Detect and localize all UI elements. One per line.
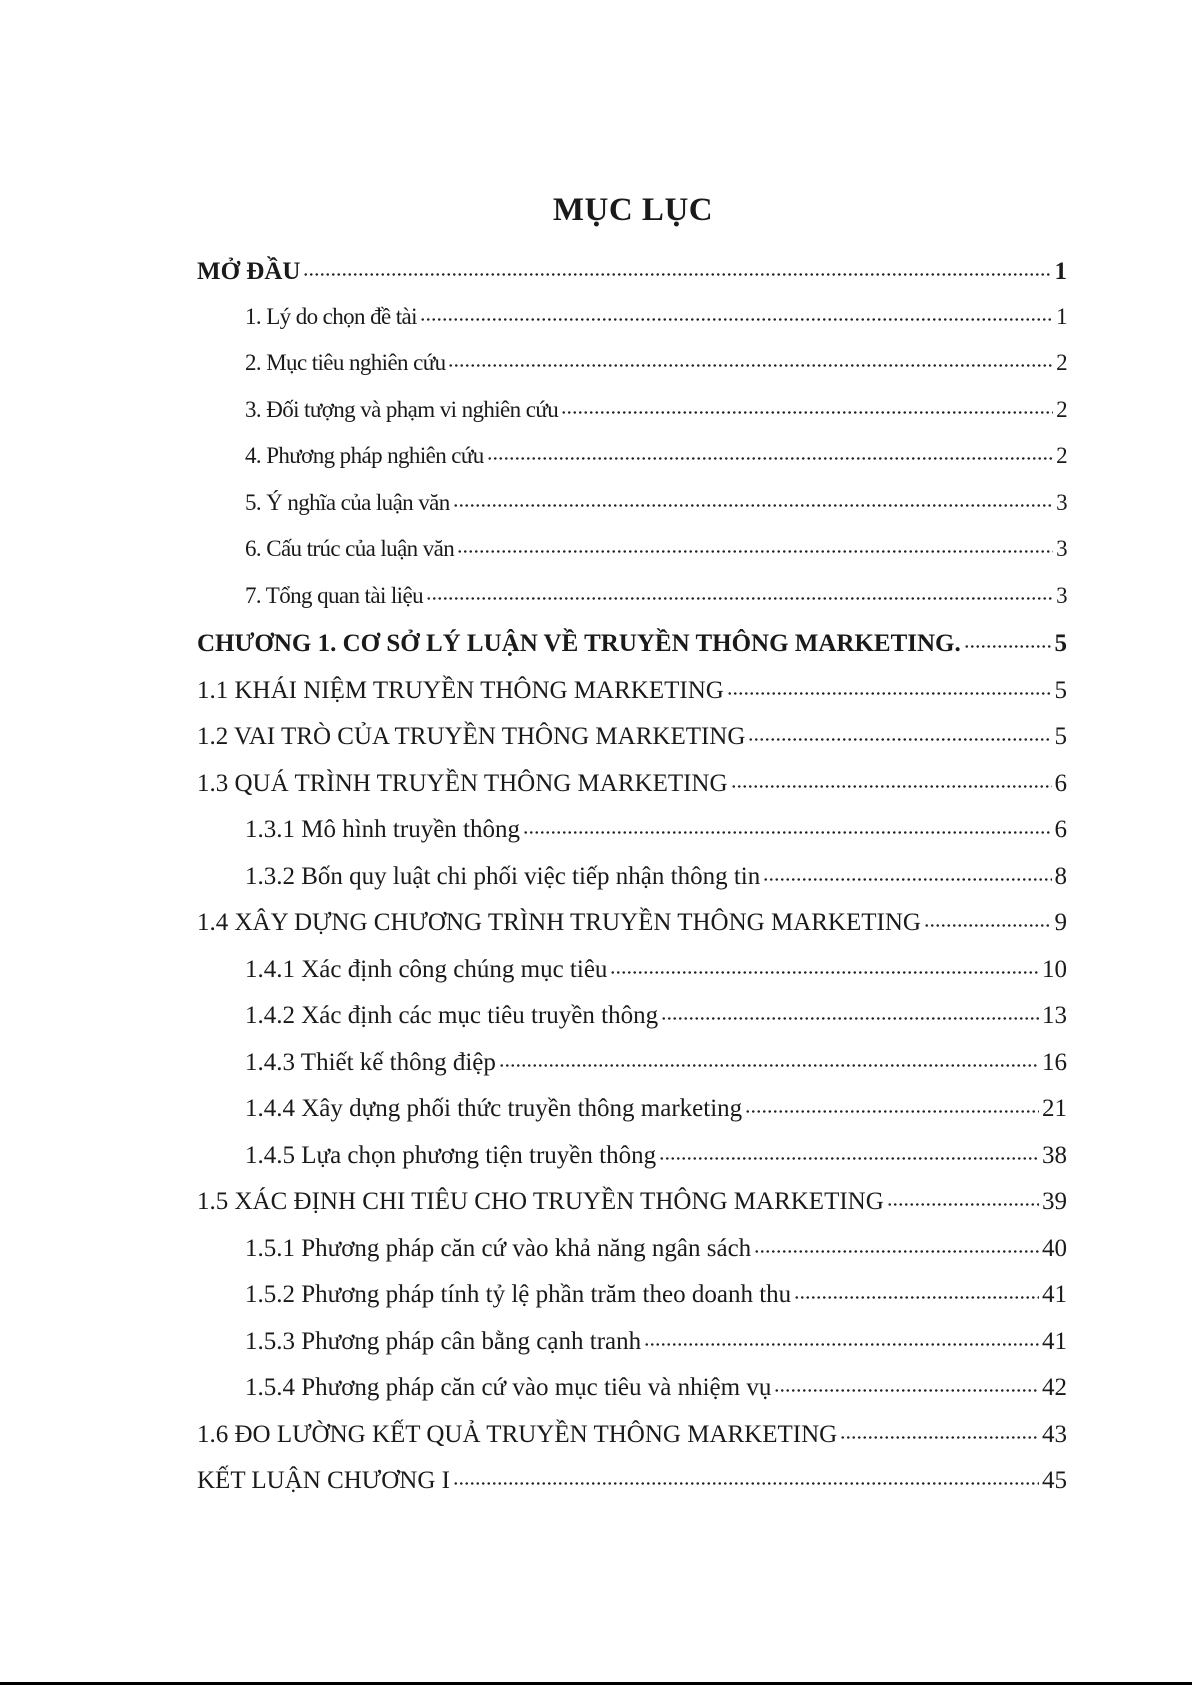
toc-entry-label: 1.4 XÂY DỰNG CHƯƠNG TRÌNH TRUYỀN THÔNG MARKETING — [197, 909, 921, 936]
toc-entry-page-number: 41 — [1042, 1327, 1067, 1355]
toc-entry-page-number: 6 — [1054, 816, 1067, 843]
toc-entry — [197, 1231, 1067, 1278]
dot-leader — [561, 394, 1053, 415]
dot-leader — [794, 1277, 1039, 1300]
toc-entry-page-number: 2 — [1056, 350, 1067, 375]
dot-leader — [774, 1370, 1039, 1393]
toc-entry — [197, 1370, 1067, 1417]
dot-leader — [745, 1091, 1039, 1114]
toc-entry-label: 1.6 ĐO LƯỜNG KẾT QUẢ TRUYỀN THÔNG MARKETING — [197, 1420, 838, 1448]
toc-entry — [197, 1045, 1067, 1092]
toc-entry-label: 5. Ý nghĩa của luận văn — [245, 489, 450, 515]
toc-entry-page-number: 6 — [1054, 769, 1067, 797]
toc-entry-page-number: 2 — [1056, 396, 1067, 422]
toc-entry-page-number: 2 — [1056, 443, 1067, 468]
toc-entry-label: 1.4.1 Xác định công chúng mục tiêu — [245, 955, 608, 983]
dot-leader — [448, 347, 1053, 368]
toc-entry-page-number: 3 — [1056, 489, 1067, 515]
toc-entry-label: 3. Đối tượng và phạm vi nghiên cứu — [245, 396, 559, 422]
toc-entry-label: 1.1 KHÁI NIỆM TRUYỀN THÔNG MARKETING — [197, 676, 724, 704]
toc-entry-label: 1.3 QUÁ TRÌNH TRUYỀN THÔNG MARKETING — [197, 769, 728, 797]
dot-leader — [457, 533, 1053, 554]
dot-leader — [453, 1463, 1039, 1486]
toc-entry-label: 6. Cấu trúc của luận văn — [245, 536, 455, 561]
toc-entry — [197, 440, 1067, 487]
toc-entry-page-number: 5 — [1054, 630, 1067, 657]
dot-leader — [887, 1184, 1039, 1207]
toc-entry — [197, 1277, 1067, 1324]
toc-entry-label: CHƯƠNG 1. CƠ SỞ LÝ LUẬN VỀ TRUYỀN THÔNG MARKETING. — [197, 630, 961, 657]
dot-leader — [303, 254, 1051, 277]
toc-entry-label: MỞ ĐẦU — [197, 258, 301, 285]
toc-entry — [197, 580, 1067, 627]
dot-leader — [644, 1324, 1039, 1347]
toc-entry-page-number: 3 — [1056, 582, 1067, 608]
toc-entry — [197, 1091, 1067, 1138]
toc-entry-page-number: 1 — [1056, 303, 1067, 329]
toc-entry-page-number: 5 — [1054, 723, 1067, 750]
dot-leader — [964, 626, 1052, 649]
toc-entry — [197, 1463, 1067, 1510]
toc-entry-label: 1. Lý do chọn đề tài — [245, 303, 417, 329]
toc-entry — [197, 1417, 1067, 1464]
page-title: MỤC LỤC — [552, 192, 714, 228]
toc-entry — [197, 1324, 1067, 1371]
toc-entry — [197, 394, 1067, 441]
toc-entry-label: 1.5.4 Phương pháp căn cứ vào mục tiêu và nhiệm vụ — [245, 1374, 772, 1401]
toc-entry-page-number: 13 — [1042, 1002, 1067, 1029]
toc-entry-page-number: 3 — [1056, 536, 1067, 561]
toc-entry — [197, 301, 1067, 348]
dot-leader — [659, 1138, 1039, 1161]
toc-entry-page-number: 42 — [1042, 1374, 1067, 1401]
toc-entry-label: 1.5 XÁC ĐỊNH CHI TIÊU CHO TRUYỀN THÔNG MARKETING — [197, 1188, 884, 1215]
toc-entry — [197, 812, 1067, 859]
toc-entry — [197, 1184, 1067, 1231]
toc-entry — [197, 905, 1067, 952]
dot-leader — [754, 1231, 1039, 1254]
toc-entry-page-number: 16 — [1042, 1048, 1067, 1076]
toc-entry-page-number: 21 — [1042, 1095, 1067, 1122]
toc-entry-page-number: 40 — [1042, 1234, 1067, 1262]
toc-entry-page-number: 5 — [1054, 676, 1067, 704]
toc-entry-page-number: 1 — [1054, 258, 1067, 285]
dot-leader — [499, 1045, 1039, 1068]
dot-leader — [661, 998, 1039, 1021]
toc-entry — [197, 952, 1067, 999]
dot-leader — [453, 487, 1053, 508]
toc-entry-page-number: 38 — [1042, 1141, 1067, 1169]
toc-entry-page-number: 43 — [1042, 1420, 1067, 1448]
toc-entry-label: 1.2 VAI TRÒ CỦA TRUYỀN THÔNG MARKETING — [197, 723, 746, 750]
dot-leader — [426, 580, 1053, 601]
toc-entry-page-number: 9 — [1054, 909, 1067, 936]
toc-entry-label: 1.3.2 Bốn quy luật chi phối việc tiếp nhận thông tin — [245, 862, 761, 890]
toc-entry — [197, 673, 1067, 720]
toc-entry — [197, 254, 1067, 301]
toc-entry-label: 1.4.2 Xác định các mục tiêu truyền thông — [245, 1002, 659, 1029]
toc-entry — [197, 766, 1067, 813]
toc-entry-label: 1.5.3 Phương pháp cân bằng cạnh tranh — [245, 1327, 642, 1355]
toc-entry-label: 1.4.4 Xây dựng phối thức truyền thông marketing — [245, 1095, 743, 1122]
dot-leader — [924, 905, 1052, 928]
toc-entry-label: 1.5.2 Phương pháp tính tỷ lệ phần trăm theo doanh thu — [245, 1281, 792, 1308]
dot-leader — [420, 301, 1053, 322]
toc-entry — [197, 347, 1067, 394]
toc-entry — [197, 533, 1067, 580]
dot-leader — [840, 1417, 1039, 1440]
toc-entry-page-number: 41 — [1042, 1281, 1067, 1308]
dot-leader — [731, 766, 1052, 789]
dot-leader — [523, 812, 1052, 835]
toc-entry-label: 1.5.1 Phương pháp căn cứ vào khả năng ngân sách — [245, 1234, 752, 1262]
toc-entry-label: 1.3.1 Mô hình truyền thông — [245, 816, 520, 843]
toc-entry-label: 1.4.5 Lựa chọn phương tiện truyền thông — [245, 1141, 657, 1169]
dot-leader — [748, 719, 1051, 742]
dot-leader — [727, 673, 1052, 696]
dot-leader — [763, 859, 1051, 882]
toc-entry — [197, 487, 1067, 534]
toc-entry-label: 4. Phương pháp nghiên cứu — [245, 443, 484, 468]
toc-entry-page-number: 45 — [1042, 1467, 1067, 1494]
toc-entry-page-number: 39 — [1042, 1188, 1067, 1215]
table-of-contents — [197, 254, 1067, 1510]
dot-leader — [487, 440, 1053, 461]
toc-entry-label: KẾT LUẬN CHƯƠNG I — [197, 1467, 450, 1494]
toc-entry-page-number: 8 — [1054, 862, 1067, 890]
toc-entry-page-number: 10 — [1042, 955, 1067, 983]
toc-entry — [197, 859, 1067, 906]
toc-entry — [197, 998, 1067, 1045]
toc-entry-label: 2. Mục tiêu nghiên cứu — [245, 350, 446, 375]
toc-entry-label: 1.4.3 Thiết kế thông điệp — [245, 1048, 496, 1076]
toc-entry — [197, 626, 1067, 673]
toc-entry — [197, 719, 1067, 766]
toc-entry — [197, 1138, 1067, 1185]
dot-leader — [610, 952, 1039, 975]
toc-entry-label: 7. Tổng quan tài liệu — [245, 582, 423, 608]
